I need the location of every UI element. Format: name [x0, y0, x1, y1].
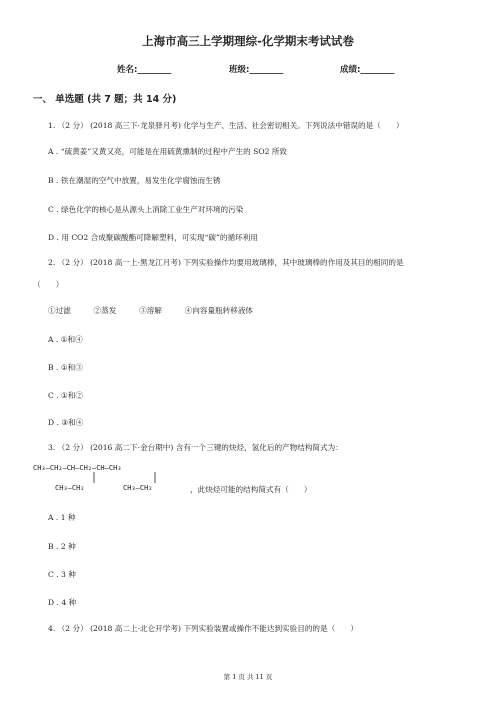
- question-3-stem: 3. （2 分） (2016 高二下·金台期中) 含有一个三键的炔烃，氢化后的产物结构简式为：: [48, 443, 343, 452]
- question-2-items: ①过滤 ②蒸发 ③溶解 ④向容量瓶转移液体: [48, 306, 254, 315]
- question-3-stem-tail: ，此炔烃可能的结构简式有（ ）: [190, 485, 312, 494]
- name-field: 姓名:________: [117, 65, 172, 75]
- question-1-option-b: B . 铁在潮湿的空气中放置，易发生化学腐蚀而生锈: [48, 176, 221, 185]
- question-3-option-a: A . 1 种: [48, 513, 76, 522]
- question-2-option-a: A . ①和④: [48, 335, 83, 344]
- question-2-option-d: D . ③和④: [48, 418, 84, 427]
- page-title: 上海市高三上学期理综-化学期末考试试卷: [142, 34, 354, 48]
- question-2-option-c: C . ①和②: [48, 391, 84, 400]
- structural-formula-branch-2: CH₃—CH₂: [123, 484, 153, 492]
- question-2-stem-cont: （ ）: [33, 280, 64, 289]
- question-3-option-d: D . 4 种: [48, 598, 77, 607]
- question-2-option-b: B . ①和③: [48, 363, 83, 372]
- question-1-option-a: A . “硫黄姜”又黄又亮，可能是在用硫黄熏制的过程中产生的 SO2 所致: [48, 147, 288, 156]
- question-1-stem: 1. （2 分） (2018 高三下·龙泉驿月考) 化学与生产、生活、社会密切相关。下列说法中错误的是（ ）: [48, 121, 404, 130]
- question-4-stem: 4. （2 分） (2018 高二上·北仑开学考) 下列实验装置或操作不能达到实验目的的是（ ）: [48, 624, 358, 633]
- structural-formula-main-chain: CH₃—CH₂—CH—CH₂—CH—CH₃: [33, 464, 122, 472]
- question-3-option-c: C . 3 种: [48, 570, 76, 579]
- score-field: 成绩:________: [340, 65, 395, 75]
- section-heading: 一、 单选题 (共 7 题；共 14 分): [33, 94, 177, 105]
- question-2-stem: 2. （2 分） (2018 高一上·黑龙江月考) 下列实验操作均要用玻璃棒，其中玻璃棒的作用及其目的相同的是: [48, 258, 404, 267]
- question-1-option-d: D . 用 CO2 合成聚碳酸酯可降解塑料，可实现“碳”的循环利用: [48, 233, 258, 242]
- structural-formula-bonds: [33, 472, 193, 484]
- question-1-option-c: C . 绿色化学的核心是从源头上消除工业生产对环境的污染: [48, 205, 244, 214]
- page-footer: 第 1 页 共 11 页: [223, 673, 273, 681]
- question-3-option-b: B . 2 种: [48, 542, 76, 551]
- class-field: 班级:________: [229, 65, 284, 75]
- structural-formula-branch-1: CH₃—CH₂: [55, 484, 85, 492]
